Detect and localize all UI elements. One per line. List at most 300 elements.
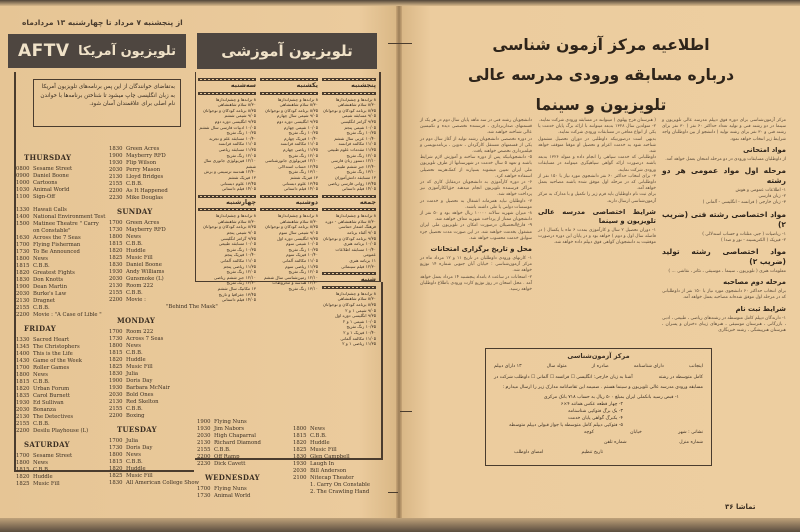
form-row-identity: [494, 363, 703, 370]
edu-program: ۸ ترانه‌ها و چشم‌اندازها: [277, 96, 318, 102]
top-edge: [0, 0, 800, 6]
program-time: 1330: [16, 207, 30, 213]
program-row: [109, 241, 199, 248]
program-title: C.B.B.: [33, 379, 50, 385]
program-title: Music Fill: [33, 481, 60, 487]
program-time: 1900: [109, 378, 123, 384]
program-row: [16, 414, 111, 421]
program-row: [109, 181, 199, 188]
program-time: 1500: [16, 221, 30, 227]
edu-program: ۹/۰۵ شیمی سال سوم: [279, 230, 318, 236]
program-title: "Behind The Mask": [166, 304, 218, 310]
program-row: [16, 263, 111, 270]
program-time: 2130: [197, 440, 211, 446]
edu-program: ۱۳/۴۵ علوم دبستانی: [282, 180, 318, 186]
day-heading: WEDNESDAY: [205, 473, 260, 482]
aftv-banner-latin: AFTV: [18, 41, 70, 61]
form-language-checkboxes[interactable]: آشنا به زبان خارجی: انگلیسی ☐ فرانسه ☐ آلمانی ☐ داوطلب شرکت در: [494, 375, 633, 380]
program-row: [293, 468, 383, 475]
edu-program: ۸/۳۰ سلام شاهنشاهی: [279, 102, 318, 108]
program-row: [293, 454, 383, 461]
program-time: [293, 489, 310, 496]
edu-day-heading: سه‌شنبه: [230, 82, 256, 89]
edu-program: ۱۳/۱۰ زنگ تفریح: [346, 169, 376, 175]
edu-program: ۱۲/۰۵ زنگ تفریح: [288, 269, 318, 275]
edu-program: ۱۲/۴۵ حساب استدلالی: [278, 163, 318, 169]
program-time: 1830: [293, 454, 307, 460]
program-title: Huddle: [126, 357, 146, 363]
program-time: 1730: [109, 336, 123, 342]
program-title: Daniel Boone: [33, 173, 69, 179]
program-title: Lloyd Bridges: [126, 174, 164, 180]
heading-registration: شرایط ثبت نام: [735, 304, 786, 313]
program-time: 1830: [16, 277, 30, 283]
edu-program: ۱۱/۰۵ مکالمه آلمانی: [340, 335, 376, 341]
program-title: C.B.B.: [126, 181, 143, 187]
edu-program: ۱۱/۰۵ مکالمه فرانسه: [218, 141, 256, 147]
edu-program: ۱۰/۰۵ برنامه هنری: [343, 241, 376, 247]
program-title: Huddle: [126, 466, 146, 472]
day-heading: SUNDAY: [117, 207, 153, 216]
program-title: This is the Life: [33, 351, 73, 357]
program-title: Urban Forum: [33, 386, 70, 392]
form-field-date[interactable]: تاریخ تنظیم: [581, 450, 603, 455]
cut-mark: [400, 43, 412, 44]
edu-program: ۹/۰۵ شیمی ۱ و ۲: [345, 307, 376, 313]
form-attachment-item: ۴- یکبرگ گواهی پایان خدمت: [568, 416, 623, 421]
program-row: [293, 461, 383, 468]
program-time: 1700: [197, 486, 211, 492]
edu-program: ۹/۳۵ انگلیسی دوره دوم: [214, 118, 256, 124]
form-field-name[interactable]: اینجانب: [688, 364, 703, 369]
program-title: C.B.B.: [126, 241, 143, 247]
program-time: 1030: [16, 187, 30, 193]
program-title: Off Ramp: [214, 454, 240, 460]
aftv-day-wednesday-continued: [293, 426, 383, 496]
form-field-alley[interactable]: کوچه: [584, 430, 594, 435]
form-field-issued[interactable]: صادره از: [591, 364, 609, 369]
program-title: Music Fill: [126, 364, 153, 370]
article-intro: مرکز آزمون‌شناسی برای دوره فوق دیپلم مدرسه عالی تلویزیون و سینما در دو رشته فنی و تولید تعداد حداکثر ۶۰ نفر ( ۳۰ نفر برای رشته فنی و ۳۰ نفر برای رشته تولید ) دانشجو از بین داوطلبان واجد شرایط زیر انتخاب خواهد نمود.: [662, 118, 787, 142]
program-time: 1900: [109, 153, 123, 159]
program-time: 0900: [16, 173, 30, 179]
program-title: Across 7 Seas: [126, 336, 164, 342]
program-time: 1820: [293, 440, 307, 446]
edu-program: ۸/۳۰ سلام شاهنشاهی: [337, 296, 376, 302]
edu-program: ۱۳/۴۵ جغرافیا و تاریخ: [218, 291, 256, 297]
edu-program: ۸/۳۰ سلام شاهنشاهی: [217, 102, 256, 108]
edu-program: ۱۱/۳۵ ریاضی چهارم: [282, 146, 318, 152]
edu-program: ۱۲/۰۵ زنگ تفریح: [226, 269, 256, 275]
aftv-day-wednesday: [197, 474, 292, 500]
heading-production: مواد اختصاصی رشته تولید (ضریب ۲): [662, 247, 786, 267]
program-time: 1930: [109, 269, 123, 275]
program-row: [197, 461, 292, 468]
program-row: [109, 262, 199, 269]
edu-program: ۱۲/۱۰ فیزیولوژی جانوری سال ششم: [203, 158, 256, 169]
edu-program: ۱۴/۰۵ فیلم داستانی: [341, 186, 376, 192]
program-time: 2200: [109, 413, 123, 419]
program-time: 2200: [16, 312, 30, 318]
edu-program: ۱۱/۳۵ ریاضی پنجم: [223, 263, 256, 269]
program-row: [16, 344, 111, 351]
program-time: 1820: [109, 357, 123, 363]
program-time: 1730: [109, 227, 123, 233]
program-title: Flying Nuns: [214, 419, 247, 425]
program-time: 1700: [16, 242, 30, 248]
program-time: 1400: [16, 214, 30, 220]
program-row: [197, 440, 292, 447]
program-row: [197, 493, 292, 500]
program-title: C.B.B.: [33, 467, 50, 473]
edu-program: ۱۰/۳۵ زنگ تفریح: [288, 246, 318, 252]
aftv-column-3: [197, 419, 292, 500]
program-title: As It Happened: [126, 188, 168, 194]
day-heading: MONDAY: [117, 316, 156, 325]
program-time: 1900: [16, 284, 30, 290]
program-title: Doris Day: [126, 445, 153, 451]
program-row: [16, 235, 111, 242]
program-time: 1830: [109, 480, 123, 486]
program-row: [16, 400, 111, 407]
program-time: 1900: [197, 419, 211, 425]
edu-program: ۱۳/۱۰ زنگ تفریح: [288, 286, 318, 291]
program-time: 1800: [16, 256, 30, 262]
article-column-right: [662, 118, 786, 334]
edu-program: ۸ ترانه‌ها و چشم‌اندازها: [335, 96, 376, 102]
program-time: 2130: [109, 283, 123, 289]
program-row: [16, 166, 111, 173]
program-time: 1930: [109, 160, 123, 166]
edu-program: ۸/۳۵ برنامه کودکان و نوجوانان: [322, 302, 376, 307]
program-time: 1000: [16, 180, 30, 186]
program-time: 1830: [109, 371, 123, 377]
exam-subjects-text: از داوطلبان مسابقات ورودی در دو مرحله امتحان بعمل خواهد آمد.: [665, 156, 786, 162]
program-title: Red Skelton: [126, 399, 159, 405]
edu-program: ۹/۰۵ شیمی ششم: [224, 113, 256, 119]
program-title: News: [126, 343, 142, 349]
edu-program: ۹/۳۵ گرامر انگلیسی: [220, 235, 256, 241]
program-title: Music Fill: [126, 473, 153, 479]
edu-program: ۸/۳۰ سلام شاهنشاهی: [337, 102, 376, 108]
ornament-divider: [260, 195, 318, 198]
program-title: Flying Fisherman: [33, 242, 81, 248]
aftv-day-thursday: [16, 154, 111, 319]
edu-program: ۱۱ برنامه هنری: [349, 258, 376, 264]
program-time: 1930: [293, 461, 307, 467]
program-row: [109, 336, 199, 343]
paragraph: ۷- داوطلبان نباید همزمانه اشتغال به تحصیل و خدمت در موسسات دولتی یا ملی داشته باشند.: [420, 198, 532, 210]
edu-program: ۱۲/۴۰ هندسه ترسیمی و برش: [204, 169, 256, 175]
program-title: News: [126, 452, 142, 458]
program-row: [16, 173, 111, 180]
program-row: [109, 413, 199, 420]
program-time: 1815: [16, 379, 30, 385]
program-row: [16, 180, 111, 187]
program-row: [16, 312, 111, 319]
program-row: [293, 475, 383, 482]
edu-program: ۱۱/۳۵ مسابقه ریاضی: [218, 146, 256, 152]
paragraph: ۲- امتحانات در ساعت ۸ بامداد پنجشنبه ۱۴ مرداد بعمل خواهد آمد . محل امتحان در روز توزیع کارت ورودی باطلاع داوطلبان خواهد رسید.: [420, 274, 532, 293]
program-row: [109, 385, 199, 392]
paragraph: ۱- کارتهای ورودی داوطلبان در تاریخ ۱۱ و ۱۲ مرداد ماه در مرکز آزمون‌شناسی : خیابان آبان جنوبی شماره ۱۴ توزیع خواهد شد.: [420, 256, 532, 274]
program-title: National Environment Test: [33, 214, 106, 220]
program-title: Don Knotts: [33, 277, 64, 283]
form-attachment-item: ۲- چهار قطعه عکس همانند ۴×۶: [560, 402, 623, 407]
edu-day-heading: چهارشنبه: [226, 198, 256, 206]
program-title: Greatest Fights: [33, 270, 75, 276]
technical-item: ۱- ریاضیات ( جبر، مثلثات و حساب استدلالی ): [702, 231, 786, 237]
program-time: 1835: [16, 393, 30, 399]
program-title: C.B.B.: [126, 459, 143, 465]
article-column-left: [420, 118, 532, 293]
program-row: [16, 337, 111, 344]
program-row: [16, 194, 111, 201]
program-title: Room 222: [126, 283, 154, 289]
edu-program: ۱۰/۰۵ مسابقه طبیعی: [218, 241, 256, 247]
program-row: [109, 329, 199, 336]
program-row: [16, 214, 111, 221]
program-time: 1100: [16, 194, 30, 200]
program-time: 2200: [197, 454, 211, 460]
aftv-day-monday: [109, 317, 199, 420]
edu-program: ۸/۳۵ برنامه کودکان و نوجوانان: [202, 224, 256, 230]
edu-program: ۸/۳۵ برنامه کودکان و نوجوانان: [264, 107, 318, 113]
ornament-divider: [322, 92, 376, 95]
program-time: 1330: [16, 337, 30, 343]
program-title: Music Fill: [126, 255, 153, 261]
ornament-divider: [198, 208, 256, 211]
program-time: 1820: [109, 248, 123, 254]
program-title: on Constable": [33, 228, 71, 234]
program-row: [109, 466, 199, 473]
aftv-column-2: [109, 146, 218, 487]
ornament-divider: [260, 92, 318, 95]
edu-day-heading: یکشنبه: [296, 82, 318, 89]
edu-day-heading: شنبه: [360, 276, 376, 284]
program-title: Bold Ones: [126, 392, 154, 398]
paragraph: ۵- دانشجویانیکه پس از دوره ساخته و آموزش لازم شرایط باشند و تعهد ۵ سال خدمت در شهرستانها از طرف تلویزیون ملی ایران تعیین میشوند بسپارند از کمک‌هزینه تحصیلی استفاده خواهند کرد.: [420, 155, 532, 179]
edu-program: ۱۲/۴۰ هندسه و مخروطات: [272, 280, 318, 286]
form-field-street[interactable]: خیابان: [630, 430, 642, 435]
edu-program: ۱۲/۴۰ زنگ تفریح: [226, 280, 256, 286]
edu-program: ۱۱/۰۵ مکالمه فرانسه: [338, 141, 376, 147]
program-title: News: [33, 372, 49, 378]
program-time: 1825: [16, 481, 30, 487]
program-title: Room 222: [126, 329, 154, 335]
program-title: Richard Diamond: [214, 440, 261, 446]
program-title: Movie : "A Case of Lible ": [33, 312, 102, 318]
program-row: [109, 459, 199, 466]
application-form: [485, 348, 712, 466]
program-row: [109, 473, 199, 480]
edu-program: ۱۱/۳۵ ریاضی ۱ و ۲: [342, 341, 376, 347]
program-title: Huddle: [310, 440, 330, 446]
program-row: [109, 220, 199, 227]
edu-program: ۱۰/۴۰ فیزیک چهارم: [284, 135, 318, 141]
form-attachment-item: ۵- فتوکپی دیپلم کامل متوسطه یا جواز قبولی دیپلم متوسطه: [509, 423, 623, 428]
paragraph: بدیهی است درصورتیکه داوطلبی در دوران تحصیل مشمول شناخته شود به خدمت اعزام و تحصیل او موقتا متوقف خواهد شد.: [538, 136, 656, 155]
program-title: Laugh In: [310, 461, 335, 467]
edu-program: ۱۰/۴۰ فیزیک سوم: [286, 252, 318, 258]
paragraph: ۹- فارغ‌التحصیلان درصورت امکان در تلویزیون ملی ایران مشغول بخدمت خواهند شد. در این صورت مدت تحصیل جزء سوابق خدمت محسوب خواهد شد.: [420, 223, 532, 241]
program-row: [293, 433, 383, 440]
edu-program: ۹/۰۵ مسابقه شیمی: [341, 113, 376, 119]
edu-program: ۱۲/۰۵ زنگ تفریح: [288, 152, 318, 158]
form-field-diploma[interactable]: ۱۳ دارای دیپلم: [494, 364, 522, 369]
program-title: Matinee Theatre " Carry: [33, 221, 99, 227]
edu-program: ۱۰/۰۵ شیمی ۱ و ۲: [343, 318, 376, 324]
program-row: [16, 474, 111, 481]
program-title: Carol Burnett: [33, 393, 70, 399]
program-row: [197, 433, 292, 440]
edu-program: ۸ ترانه‌ها و چشم‌اندازها: [215, 96, 256, 102]
program-time: 2230: [197, 461, 211, 467]
program-row: [16, 481, 111, 488]
aftv-day-tuesday: [109, 426, 199, 487]
program-time: 1815: [109, 350, 123, 356]
program-time: 2200: [109, 188, 123, 194]
edu-program: ۱۰/۳۵ زنگ تفریح: [346, 130, 376, 136]
edu-program: ۱۲/۱۰ زمین‌شناسی سال ششم: [263, 274, 318, 280]
program-title: Sign-Off: [33, 194, 56, 200]
program-row: [16, 305, 111, 312]
edu-program: ۱۰/۴۰ فیزیک ۱ و ۲: [343, 329, 376, 335]
program-title: C.B.B.: [126, 406, 143, 412]
program-row: [109, 364, 199, 371]
edu-col-left: [198, 75, 256, 303]
edu-program: ۱۰/۴۰ فیزیک پنجم: [224, 252, 256, 258]
program-title: Jim Nabors: [214, 426, 245, 432]
edu-program: ۱۴/۰۵ فیلم داستانی: [283, 186, 318, 192]
program-time: 1700: [16, 365, 30, 371]
heading-exam-subjects: مواد امتحانی: [743, 145, 786, 154]
program-time: 1700: [109, 438, 123, 444]
edu-program: ۸ ترانه‌ها و چشم‌اندازها: [277, 213, 318, 219]
aftv-day-saturday-continued: [109, 146, 199, 202]
edu-program: ۱۱/۳۵ ریاضی سوم: [285, 263, 318, 269]
edu-program: ۱۲/۰۵ زنگ تفریح: [346, 152, 376, 158]
program-title: Mayberry RFD: [126, 227, 166, 233]
ornament-divider: [260, 208, 318, 211]
program-row: [293, 440, 383, 447]
edu-program: ۱۰/۰۵ ادبیات فارسی سال ششم: [199, 124, 256, 130]
program-time: 2155: [109, 290, 123, 296]
program-time: 2130: [109, 399, 123, 405]
form-field-signature[interactable]: امضای داوطلب: [514, 450, 544, 455]
program-row: [197, 447, 292, 454]
paragraph: داوطلبانی که خدمت سپاهی را انجام داده و متولد ۱۳۲۶ به‌بعد باشند درصورت ارائه گواهی سپاهیگری میتوانند در مسابقات ورودی شرکت نمایند.: [538, 155, 656, 173]
program-title: Mike Douglas: [126, 195, 163, 201]
program-row: [293, 482, 383, 489]
program-time: 0800: [16, 166, 30, 172]
program-time: 2130: [16, 414, 30, 420]
program-title: Bill Anderson: [310, 468, 347, 474]
program-time: 1830: [109, 262, 123, 268]
edu-program: ۱۰/۴۰ عربی سال ششم: [334, 135, 376, 141]
program-row: [16, 365, 111, 372]
paragraph: ۳- برای انتخاب حداکثر ۶۰ نفر دانشجوی مورد نیاز با ۱۵۰ نفر از داوطلبانی که در مرحله اول موفق شده باشند مصاحبه بعمل خواهد آمد.: [538, 173, 656, 192]
edu-program: ۹/۰۵ شیمی سال چهارم: [276, 113, 318, 119]
edu-program: ۱۰/۳۵ زنگ تفریح: [226, 130, 256, 136]
edu-program: ۹/۳۵ انگلیسی دوره اول: [276, 235, 318, 241]
technical-item: ۲- فیزیک ( الکتریسیته - نور و صدا ): [721, 237, 786, 243]
program-time: 1730: [109, 445, 123, 451]
program-time: 1800: [16, 460, 30, 466]
edu-program: ۱۰/۳۵ زنگ تفریح: [226, 246, 256, 252]
program-row: [16, 386, 111, 393]
program-title: Dragnet: [33, 298, 56, 304]
program-row: [109, 350, 199, 357]
program-title: News: [126, 234, 142, 240]
program-row: [16, 351, 111, 358]
ornament-divider: [322, 195, 376, 198]
form-field-id[interactable]: دارای شناسنامه: [633, 364, 664, 369]
edu-program: ۱۰/۳۵ زنگ تفریح: [346, 324, 376, 330]
cut-mark: [388, 43, 400, 44]
registration-text: ۱- دارندگان دیپلم کامل متوسطه در رشته‌های ریاضی ، طبیعی ، ادبی ، بازرگانی ، هنرستان موسیقی ، هنرهای زیبای دختران و پسران ، هنرستان هنرپیشگی ، رشته خبرنگاری: [662, 315, 786, 334]
edu-program: ۸/۳۰ سلام شاهنشاهی: [279, 218, 318, 224]
program-title: Movie :: [126, 297, 146, 303]
edu-program: ۸/۳۵ برنامه کودکان و نوجوانان: [264, 224, 318, 230]
program-row: [16, 187, 111, 194]
program-row: [109, 378, 199, 385]
edu-program: ۹/۰۵ آلفاء برنامه: [346, 230, 376, 236]
program-title: Game of the Week: [33, 358, 82, 364]
program-row: [109, 276, 199, 283]
program-time: 1800: [109, 343, 123, 349]
program-title: Sesame Street: [33, 166, 73, 172]
aftv-column-1: [16, 148, 111, 488]
program-title: Huddle: [33, 474, 53, 480]
program-time: 1825: [293, 447, 307, 453]
form-field-house-number[interactable]: شماره منزل: [679, 440, 703, 445]
program-row: [16, 291, 111, 298]
aftv-banner-persian: تلویزیون آمریکا: [78, 43, 176, 59]
form-field-phone[interactable]: شماره تلفن: [604, 440, 627, 445]
program-title: Barbara McNair: [126, 385, 170, 391]
aftv-banner: [8, 34, 186, 68]
form-field-city[interactable]: نشانی : شهر: [678, 430, 703, 435]
program-time: 2030: [16, 291, 30, 297]
article-column-middle: [538, 118, 656, 246]
form-field-major[interactable]: کامل متوسطه در رشته: [658, 375, 703, 380]
program-row: [16, 358, 111, 365]
program-title: Huddle: [126, 248, 146, 254]
program-time: 1815: [109, 241, 123, 247]
program-time: 1815: [16, 467, 30, 473]
program-time: 1820: [16, 474, 30, 480]
heading-stage-2: مرحله دوم مصاحبه: [723, 278, 786, 287]
heading-stage-1: مرحله اول مواد عمومی هر دو رشته: [662, 166, 786, 186]
program-time: 1815: [16, 263, 30, 269]
article-title: [420, 30, 782, 130]
program-title: Animal World: [214, 493, 251, 499]
day-heading: FRIDAY: [24, 324, 57, 333]
form-field-birth-year[interactable]: متولد سال: [546, 364, 567, 369]
edu-program: ۱۰/۴۰ مسابقه علم و تجربه: [209, 135, 256, 141]
program-row: [197, 486, 292, 493]
edu-program: ۱۳ فیزیک ششم: [290, 174, 318, 180]
program-row: [109, 195, 199, 202]
program-row: [16, 207, 111, 214]
edu-program: ۸/۳۰ سلام شاهنشاهی - دوره فرهنگ اشعار حماسی: [325, 218, 376, 230]
ornament-divider: [322, 208, 376, 211]
program-time: 2155: [16, 305, 30, 311]
edu-program: ۱۴/۰۵ فیلم داستانی: [221, 186, 256, 192]
program-title: Across the 7 Seas: [33, 235, 81, 241]
cut-mark: [388, 492, 398, 493]
